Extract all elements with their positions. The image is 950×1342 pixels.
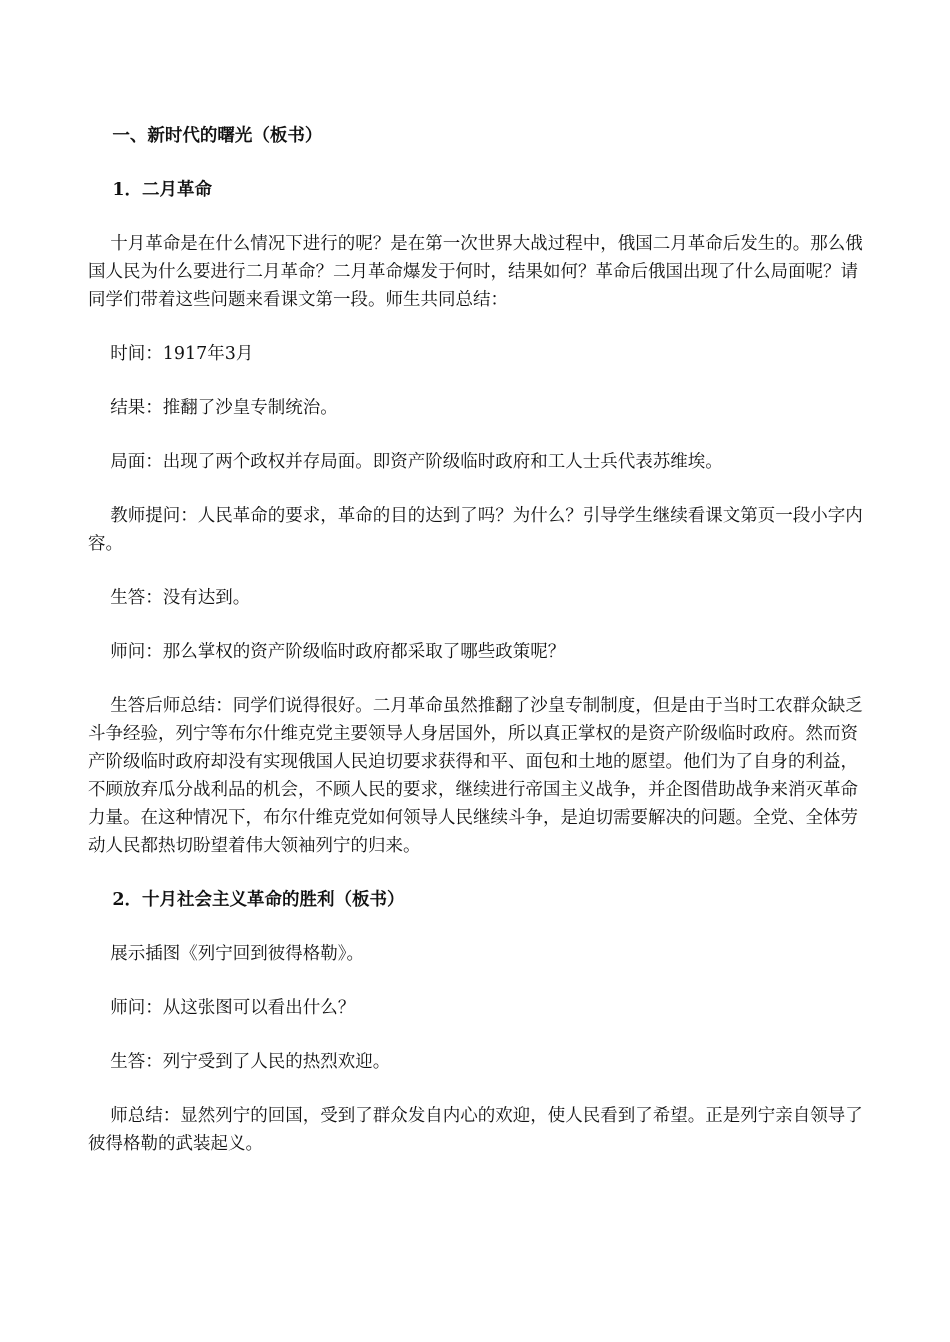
document-page: [88, 122, 864, 1158]
subsection-heading-october-revolution: 2．十月社会主义革命的胜利（板书）: [112, 890, 405, 910]
teacher-question-3: 师问：从这张图可以看出什么？: [110, 998, 356, 1018]
situation-line: 局面：出现了两个政权并存局面。即资产阶级临时政府和工人士兵代表苏维埃。: [110, 452, 723, 472]
student-answer-3: 生答：列宁受到了人民的热烈欢迎。: [110, 1052, 391, 1072]
subsection-heading-february-revolution: 1．二月革命: [112, 180, 213, 200]
summary-paragraph-2: 师总结：显然列宁的回国，受到了群众发自内心的欢迎，使人民看到了希望。正是列宁亲自领导了彼得格勒的武装起义。: [88, 1106, 863, 1154]
intro-paragraph: 十月革命是在什么情况下进行的呢？是在第一次世界大战过程中，俄国二月革命后发生的。那么俄国人民为什么要进行二月革命？二月革命爆发于何时，结果如何？革命后俄国出现了什么局面呢？请同学们带着这些问题来看课文第一段。师生共同总结：: [88, 234, 863, 310]
show-image-line: 展示插图《列宁回到彼得格勒》。: [110, 944, 365, 964]
time-line: 时间：1917年3月: [110, 344, 254, 364]
summary-paragraph-1: 生答后师总结：同学们说得很好。二月革命虽然推翻了沙皇专制制度，但是由于当时工农群众缺乏斗争经验，列宁等布尔什维克党主要领导人身居国外，所以真正掌权的是资产阶级临时政府。然而资产阶级临时政府却没有实现俄国人民迫切要求获得和平、面包和土地的愿望。他们为了自身的利益，不顾放弃瓜分战利品的机会，不顾人民的要求，继续进行帝国主义战争，并企图借助战争来消灭革命力量。在这种情况下，布尔什维克党如何领导人民继续斗争，是迫切需要解决的问题。全党、全体劳动人民都热切盼望着伟大领袖列宁的归来。: [88, 696, 863, 856]
result-line: 结果：推翻了沙皇专制统治。: [110, 398, 338, 418]
student-answer-1: 生答：没有达到。: [110, 588, 251, 608]
teacher-question-1: 教师提问：人民革命的要求，革命的目的达到了吗？为什么？引导学生继续看课文第页一段小字内容。: [88, 506, 863, 554]
teacher-question-2: 师问：那么掌权的资产阶级临时政府都采取了哪些政策呢？: [110, 642, 566, 662]
section-heading: 一、新时代的曙光（板书）: [112, 126, 323, 146]
